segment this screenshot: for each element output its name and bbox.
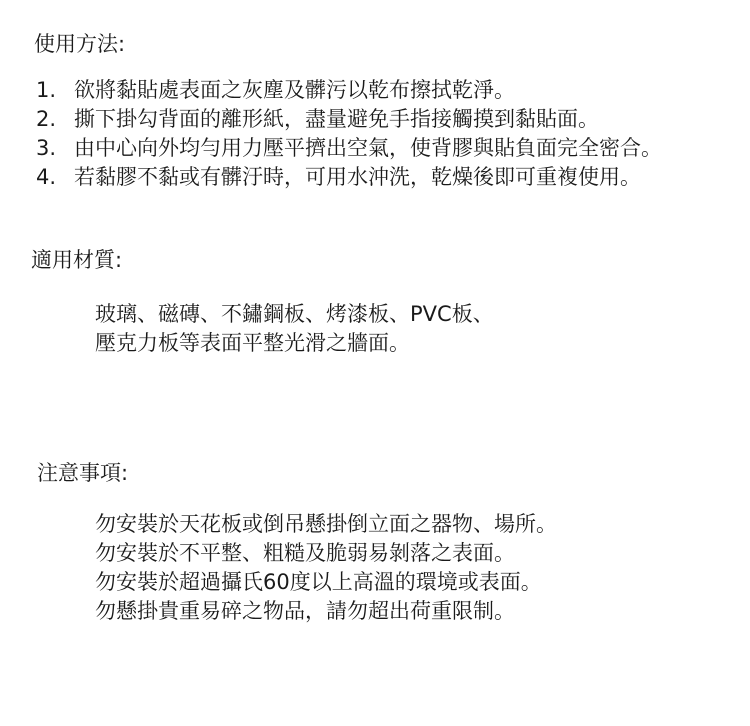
list-item — [36, 105, 662, 134]
materials-text — [95, 300, 494, 358]
materials-line: 壓克力板等表面平整光滑之牆面。 — [95, 331, 410, 355]
usage-steps-list — [36, 76, 662, 192]
usage-heading: 使用方法: — [34, 32, 126, 56]
list-item — [36, 134, 662, 163]
materials-heading: 適用材質: — [31, 248, 123, 272]
notes-line: 勿懸掛貴重易碎之物品，請勿超出荷重限制。 — [95, 599, 515, 623]
step-text: 撕下掛勾背面的離形紙，盡量避免手指接觸摸到黏貼面。 — [74, 107, 599, 131]
notes-line: 勿安裝於超過攝氏60度以上高溫的環境或表面。 — [95, 570, 542, 594]
step-text: 由中心向外均勻用力壓平擠出空氣，使背膠與貼負面完全密合。 — [74, 136, 662, 160]
list-item — [36, 76, 662, 105]
step-number: 2. — [36, 107, 57, 131]
notes-line: 勿安裝於天花板或倒吊懸掛倒立面之器物、場所。 — [95, 512, 557, 536]
notes-line: 勿安裝於不平整、粗糙及脆弱易剝落之表面。 — [95, 541, 515, 565]
step-text: 欲將黏貼處表面之灰塵及髒污以乾布擦拭乾淨。 — [74, 78, 515, 102]
notes-heading: 注意事項: — [37, 461, 129, 485]
step-text: 若黏膠不黏或有髒汙時，可用水沖洗，乾燥後即可重複使用。 — [74, 165, 641, 189]
step-number: 4. — [36, 165, 57, 189]
step-number: 1. — [36, 78, 57, 102]
step-number: 3. — [36, 136, 57, 160]
notes-text — [95, 510, 557, 626]
list-item — [36, 163, 662, 192]
materials-line: 玻璃、磁磚、不鏽鋼板、烤漆板、PVC板、 — [95, 302, 494, 326]
